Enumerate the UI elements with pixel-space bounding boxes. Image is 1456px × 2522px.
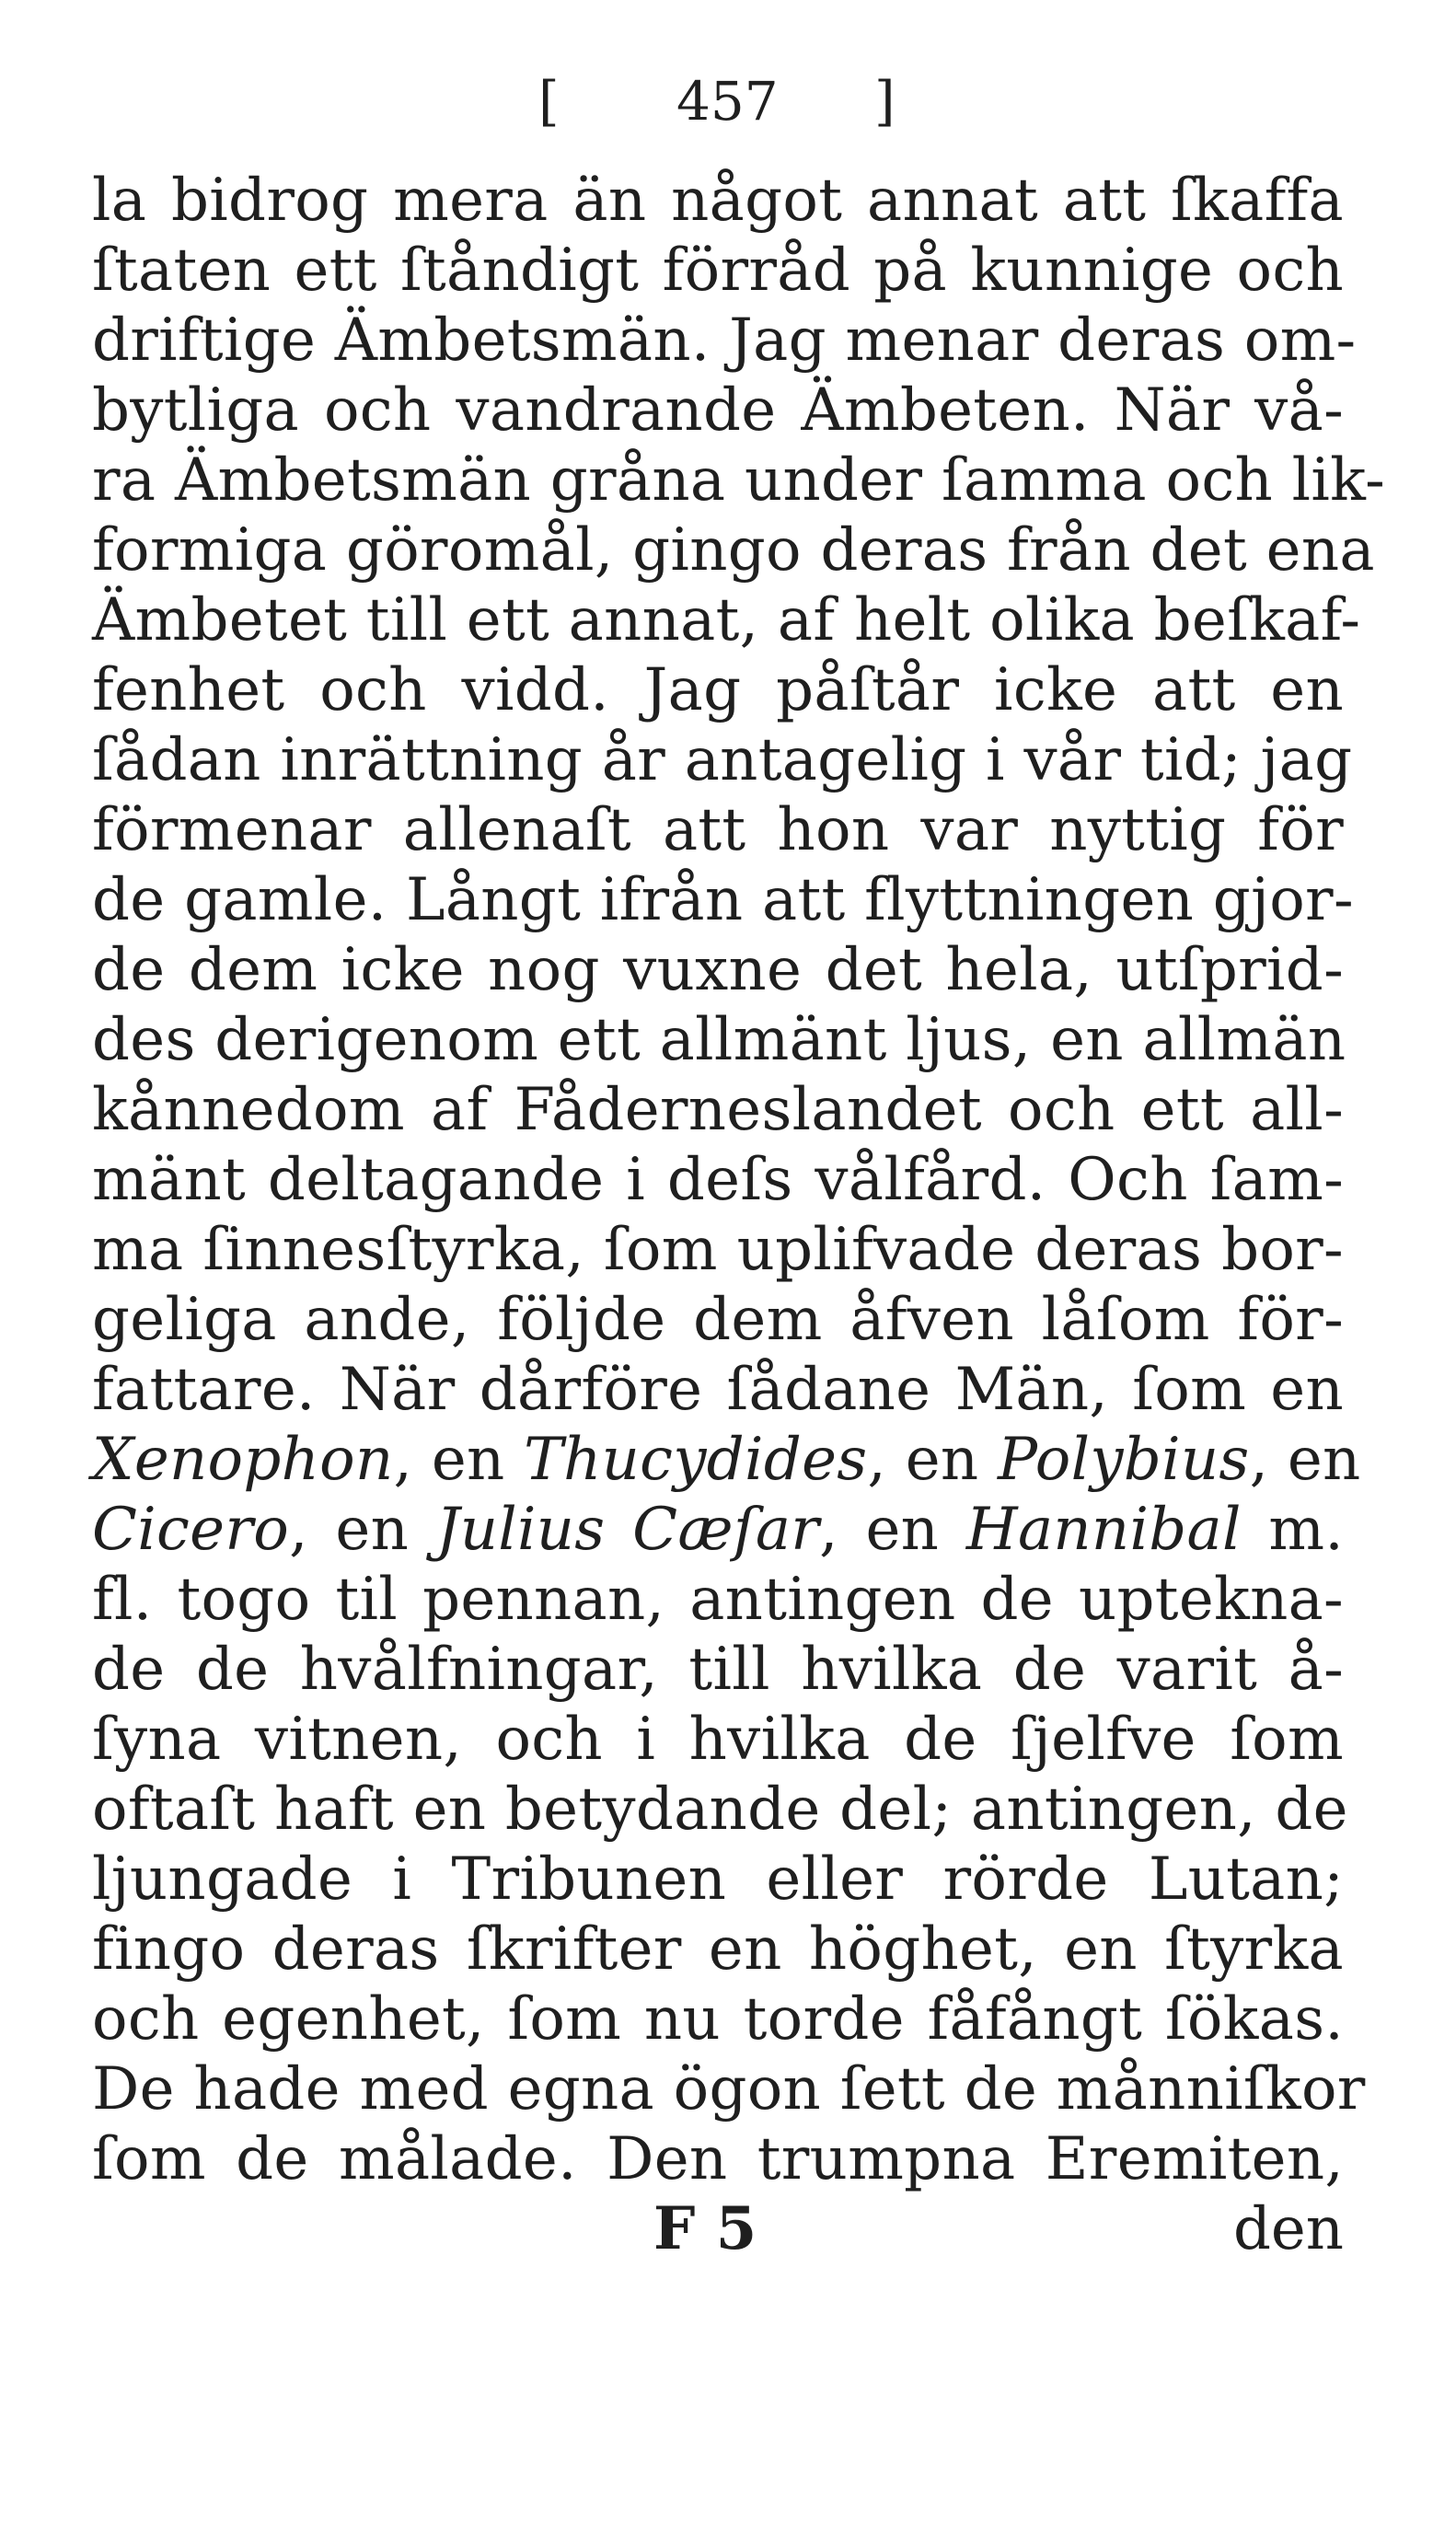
separator: , en	[867, 1426, 999, 1494]
name-polybius: Polybius	[998, 1426, 1250, 1494]
text-line: geliga ande, följde dem åfven låſom för-	[92, 1286, 1344, 1354]
text-line: de dem icke nog vuxne det hela, utſprid-	[92, 936, 1344, 1004]
text-line: fingo deras ſkrifter en höghet, en ſtyrka	[92, 1915, 1344, 1984]
text-line: bytliga och vandrande Ämbeten. När vå-	[92, 376, 1344, 445]
header-right-bracket: ]	[874, 70, 896, 133]
text-line: fenhet och vidd. Jag påſtår icke att en	[92, 656, 1344, 724]
text-line: ſom de målade. Den trumpna Eremiten,	[92, 2125, 1344, 2193]
text-line: la bidrog mera än något annat att ſkaffa	[92, 167, 1344, 235]
text-line: ſådan inrättning år antagelig i vår tid; jag	[92, 726, 1353, 794]
separator: m.	[1241, 1496, 1345, 1564]
text-line: oftaſt haft en betydande del; antingen, de	[92, 1776, 1348, 1844]
text-line: de gamle. Långt ifrån att flyttningen gjor-	[92, 866, 1354, 934]
page-footer	[92, 2194, 1344, 2264]
text-line: driftige Ämbetsmän. Jag menar deras om-	[92, 307, 1357, 375]
text-line: ma ſinnesſtyrka, ſom uplifvade deras bor-	[92, 1216, 1344, 1284]
text-line: de de hvålfningar, till hvilka de varit å-	[92, 1636, 1344, 1704]
text-line: ljungade i Tribunen eller rörde Lutan;	[92, 1845, 1344, 1914]
name-julius-caesar: Julius Cæſar	[435, 1496, 820, 1564]
italic-names-line	[92, 1495, 1344, 1565]
separator: , en	[819, 1496, 966, 1564]
text-line: Ämbetet till ett annat, af helt olika beſkaf-	[92, 586, 1361, 654]
signature-mark: F 5	[653, 2194, 757, 2263]
text-line: des derigenom ett allmänt ljus, en allmän	[92, 1006, 1346, 1074]
text-line: och egenhet, ſom nu torde fåfångt ſökas.	[92, 1985, 1344, 2053]
text-line: förmenar allenaſt att hon var nyttig för	[92, 796, 1344, 864]
page-header	[0, 55, 1456, 147]
text-line: De hade med egna ögon ſett de månniſkor	[92, 2055, 1366, 2123]
body-text	[92, 166, 1386, 2194]
text-line: ra Ämbetsmän gråna under ſamma och lik-	[92, 446, 1386, 515]
text-line: fl. togo til pennan, antingen de uptekna-	[92, 1566, 1344, 1634]
text-line: ſyna vitnen, och i hvilka de ſjelfve ſom	[92, 1706, 1344, 1774]
italic-names-line	[92, 1425, 1361, 1495]
separator: , en	[289, 1496, 436, 1564]
page-number: 457	[676, 70, 779, 133]
name-xenophon: Xenophon	[92, 1426, 394, 1494]
text-line: kånnedom af Fåderneslandet och ett all-	[92, 1076, 1344, 1144]
name-hannibal: Hannibal	[965, 1496, 1242, 1564]
text-line: mänt deltagande i deſs vålfård. Och ſam-	[92, 1146, 1344, 1214]
catchword: den	[1232, 2195, 1344, 2263]
separator: , en	[393, 1426, 525, 1494]
separator: , en	[1249, 1426, 1361, 1494]
text-line: formiga göromål, gingo deras från det ena	[92, 516, 1375, 584]
name-cicero: Cicero	[92, 1496, 290, 1564]
text-line: ſtaten ett ſtåndigt förråd på kunnige och	[92, 237, 1344, 305]
name-thucydides: Thucydides	[524, 1426, 868, 1494]
text-line: fattare. När dårföre ſådane Män, ſom en	[92, 1356, 1344, 1424]
header-left-bracket: [	[538, 70, 560, 133]
